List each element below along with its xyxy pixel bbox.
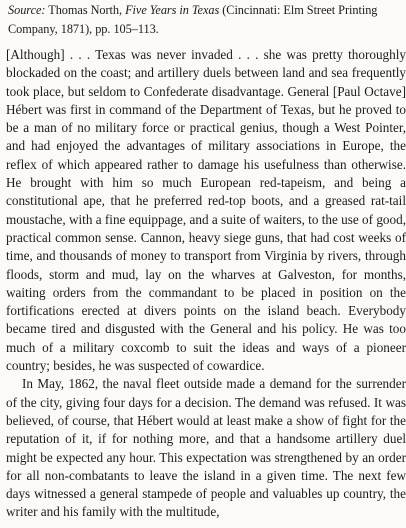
paragraph-1: [Although] . . . Texas was never invaded . . . she was pretty thoroughly blockaded on the coast; and artillery duels between land and sea frequently took place, but seldom to Confederate disadvantage. General [Paul Octave] Hébert was first in command of the Department of Texas, but he proved to be a man of no military force or practical genius, though a West Pointer, and had enjoyed the advantages of military associations in Europe, the reflex of which appeared rather to damage his usefulness than otherwise. He brought with him so much European red-tapeism, and being a constitutional ape, that he preferred red-top boots, and a greased rat-tail moustache, with a fine equippage, and a suite of waiters, to the use of good, practical common sense. Cannon, heavy siege guns, that had cost weeks of time, and thousands of money to transport from Virginia by rivers, through floods, storm and mud, lay on the wharves at Galveston, for months, waiting orders from the commandant to be placed in position on the fortifications erected at divers points on the island beach. Everybody became tired and disgusted with the General and his policy. He was too much of a military coxcomb to suit the ideas and ways of a pioneer country; besides, he was suspected of cowardice. xyxy=(6,47,406,374)
source-author: Thomas North, xyxy=(45,3,126,17)
source-citation xyxy=(8,1,402,39)
source-book-title: Five Years in Texas xyxy=(125,3,220,17)
paragraph-2: In May, 1862, the naval fleet outside made a demand for the surrender of the city, giving four days for a decision. The demand was refused. It was believed, of course, that Hébert would at least make a show of fight for the reputation of it, if for nothing more, and that a handsome artillery duel might be expected any hour. This expectation was strengthened by an order for all non-combatants to leave the island in a given time. The next few days witnessed a general stampede of people and valuables up country, the writer and his family with the multitude, xyxy=(6,376,406,520)
body-text xyxy=(6,46,406,522)
source-label: Source: xyxy=(8,3,46,17)
source-publication: (Cincinnati: Elm Street Printing Company, 1871), pp. 105–113. xyxy=(8,3,378,36)
